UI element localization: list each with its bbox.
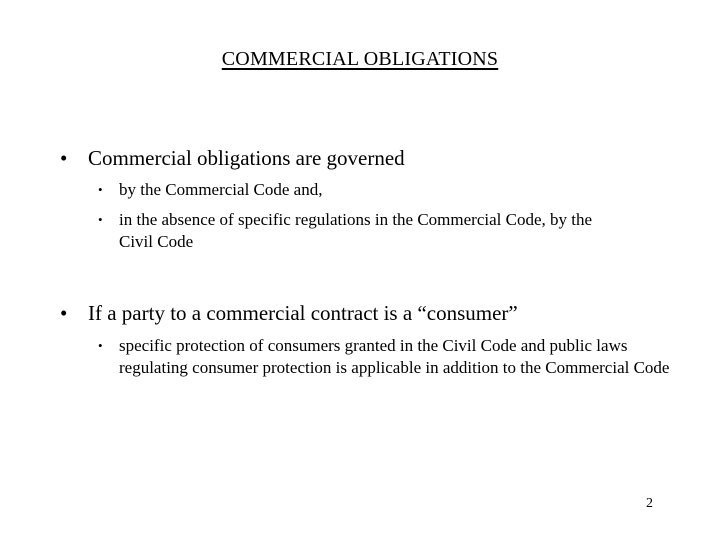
sub-bullet-marker: • bbox=[98, 212, 103, 227]
sub-bullet-group-1a bbox=[0, 179, 720, 201]
slide-title: COMMERCIAL OBLIGATIONS bbox=[221, 48, 499, 70]
page-number: 2 bbox=[646, 496, 653, 511]
bullet-marker: • bbox=[60, 146, 68, 170]
bullet-text: If a party to a commercial contract is a “consumer” bbox=[88, 301, 518, 325]
sub-bullet-item bbox=[0, 335, 720, 401]
bullet-text: Commercial obligations are governed bbox=[88, 146, 405, 170]
sub-bullet-text: by the Commercial Code and, bbox=[119, 180, 323, 199]
sub-bullet-item bbox=[0, 179, 720, 201]
bullet-group-2 bbox=[0, 300, 720, 326]
sub-bullet-marker: • bbox=[98, 338, 103, 353]
sub-bullet-group-2a bbox=[0, 335, 720, 401]
sub-bullet-group-1b bbox=[0, 209, 720, 253]
sub-bullet-marker: • bbox=[98, 182, 103, 197]
sub-bullet-text: in the absence of specific regulations in the Commercial Code, by the Civil Code bbox=[119, 210, 593, 251]
sub-bullet-text: specific protection of consumers granted in the Civil Code and public laws regulating consumer protection is applicable in addition to the Commercial Code bbox=[119, 336, 670, 377]
sub-bullet-item bbox=[0, 209, 720, 253]
bullet-item bbox=[0, 300, 720, 326]
bullet-marker: • bbox=[60, 301, 68, 325]
bullet-item bbox=[0, 145, 720, 171]
bullet-group-1 bbox=[0, 145, 720, 171]
